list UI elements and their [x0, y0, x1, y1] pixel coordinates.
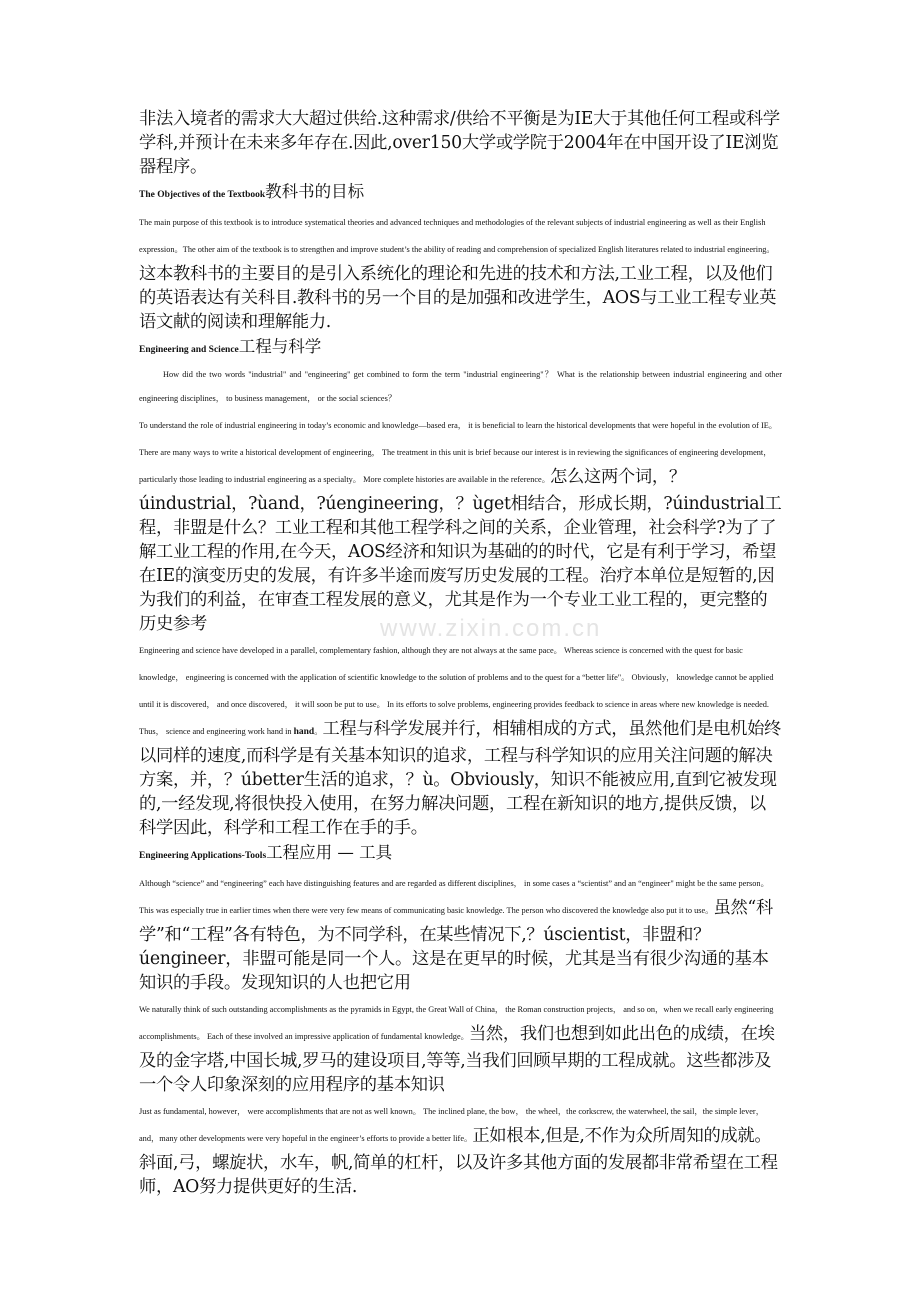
text-zh: 正如根本,但是,不作为众所周知的成就。斜面,弓，螺旋状，水车，帆,简单的杠杆，以及许多其他方面的发展都非常希望在工程师，AO努力提供更好的生活.	[139, 1126, 778, 1197]
paragraph-historical	[139, 411, 782, 636]
paragraph-fundamental	[139, 1097, 782, 1199]
text-en: We naturally think of such outstanding accomplishments as the pyramids in Egypt, the Great Wall of China， the Roman construction projects， and so on，when we recall early engineering accomplishments。 Each of these involved an impressive application of fundamental knowledge。	[139, 1005, 774, 1041]
paragraph-accomplishments	[139, 995, 782, 1097]
text-zh: 怎么这两个词，？úindustrial，?ùand，?úengineering，？ùget相结合，形成长期，?úindustrial工程，非盟是什么？工业工程和其他工程学科之间的关系，企业管理，社会科学?为了了解工业工程的作用,在今天，AOS经济和知识为基础的的时代，它是有利于学习，希望在IE的演变历史的发展，有许多半途而废写历史发展的工程。治疗本单位是短暂的,因为我们的利益，在审查工程发展的意义，尤其是作为一个专业工业工程的，更完整的历史参考	[139, 467, 782, 634]
watermark: www.zixin.com.cn	[380, 615, 602, 642]
text-zh: 这本教科书的主要目的是引入系统化的理论和先进的技术和方法,工业工程，以及他们的英语表达有关科目.教科书的另一个目的是加强和改进学生，AOS与工业工程专业英语文献的阅读和理解能力.	[139, 264, 777, 332]
section-heading-objectives	[139, 179, 782, 208]
text-en: To understand the role of industrial engineering in today’s economic and knowledge—based era， it is beneficial to learn the historical developments that were hopeful in the evolution of IE。 There are many ways to write a historical development of engineering， The treatment in this unit is brief because our interest is in reviewing the significances of engineering development， particularly those leading to industrial engineering as a specialty。 More complete histories are available in the reference。	[139, 421, 778, 484]
text-en: Engineering and science have developed in a parallel, complementary fashion, although they are not always at the same pace。 Whereas science is concerned with the quest for basic knowledge， engineering is concerned with the application of scientific knowledge to the solution of problems and to the quest for a “better life"。 Obviously， knowledge cannot be applied until it is discovered， and once discovered， it will soon be put to use。 In its efforts to solve problems, engineering provides feedback to science in areas where new knowledge is needed. Thus， science and engineering work hand in	[139, 646, 774, 736]
paragraph-scientist-engineer	[139, 869, 782, 995]
text-en: Although “science” and “engineering” each have distinguishing features and are regarded as different disciplines， in some cases a “scientist” and an “engineer" might be the same person。 This was especially true in earlier times when there were very few means of communicating basic knowledge. The person who discovered the knowledge also put it to use。	[139, 879, 769, 915]
text-en-bold: hand	[293, 727, 315, 737]
heading-en: Engineering Applications-Tools	[139, 851, 267, 861]
paragraph-parallel	[139, 636, 782, 840]
text-zh: 工程与科学发展并行，相辅相成的方式，虽然他们是电机始终以同样的速度,而科学是有关基本知识的追求，工程与科学知识的应用关注问题的解决方案，并，？úbetter生活的追求，？ù。Obviously，知识不能被应用,直到它被发现的,一经发现,将很快投入使用，在努力解决问题，工程在新知识的地方,提供反馈，以科学因此，科学和工程工作在手的手。	[139, 719, 782, 838]
paragraph-objectives	[139, 208, 782, 334]
heading-zh: 工程与科学	[238, 337, 322, 356]
heading-en: The Objectives of the Textbook	[139, 190, 266, 200]
section-heading-applications	[139, 840, 782, 869]
heading-zh: 教科书的目标	[265, 182, 365, 201]
text-zh: 虽然“科学”和“工程”各有特色，为不同学科，在某些情况下,？úscientist，非盟和？úengineer，非盟可能是同一个人。这是在更早的时候，尤其是当有很少沟通的基本知识的手段。发现知识的人也把它用	[139, 898, 773, 993]
heading-en: Engineering and Science	[139, 345, 239, 355]
intro-paragraph: 非法入境者的需求大大超过供给.这种需求/供给不平衡是为IE大于其他任何工程或科学学科,并预计在未来多年存在.因此,over150大学或学院于2004年在中国开设了IE浏览器程序。	[139, 109, 780, 177]
text-en: Just as fundamental, however， were accomplishments that are not as well known。 The inclined plane, the bow， the wheel，the corkscrew, the waterwheel, the sail，the simple lever， and，many other developments were very hopeful in the engineer’s efforts to provide a better life。	[139, 1107, 764, 1143]
section-heading-engineering-science	[139, 334, 782, 363]
heading-zh: 工程应用 — 工具	[266, 843, 393, 862]
paragraph-question: How did the two words "industrial" and "engineering" get combined to form the term "industrial engineering"？ What is the relationship between industrial engineering and other engineering disciplines， to business management， or the social sciences？	[139, 370, 782, 403]
text-en: The main purpose of this textbook is to introduce systematical theories and advanced techniques and methodologies of the relevant subjects of industrial engineering as well as their English expression。The other aim of the textbook is to strengthen and improve student’s the ability of reading and comprehension of specialized English literatures related to industrial engineering。	[139, 218, 775, 254]
text-en-tail: 。	[314, 727, 323, 736]
text-zh: 当然，我们也想到如此出色的成绩，在埃及的金字塔,中国长城,罗马的建设项目,等等,当我们回顾早期的工程成就。这些都涉及一个令人印象深刻的应用程序的基本知识	[139, 1024, 775, 1095]
document-page	[139, 107, 782, 1199]
